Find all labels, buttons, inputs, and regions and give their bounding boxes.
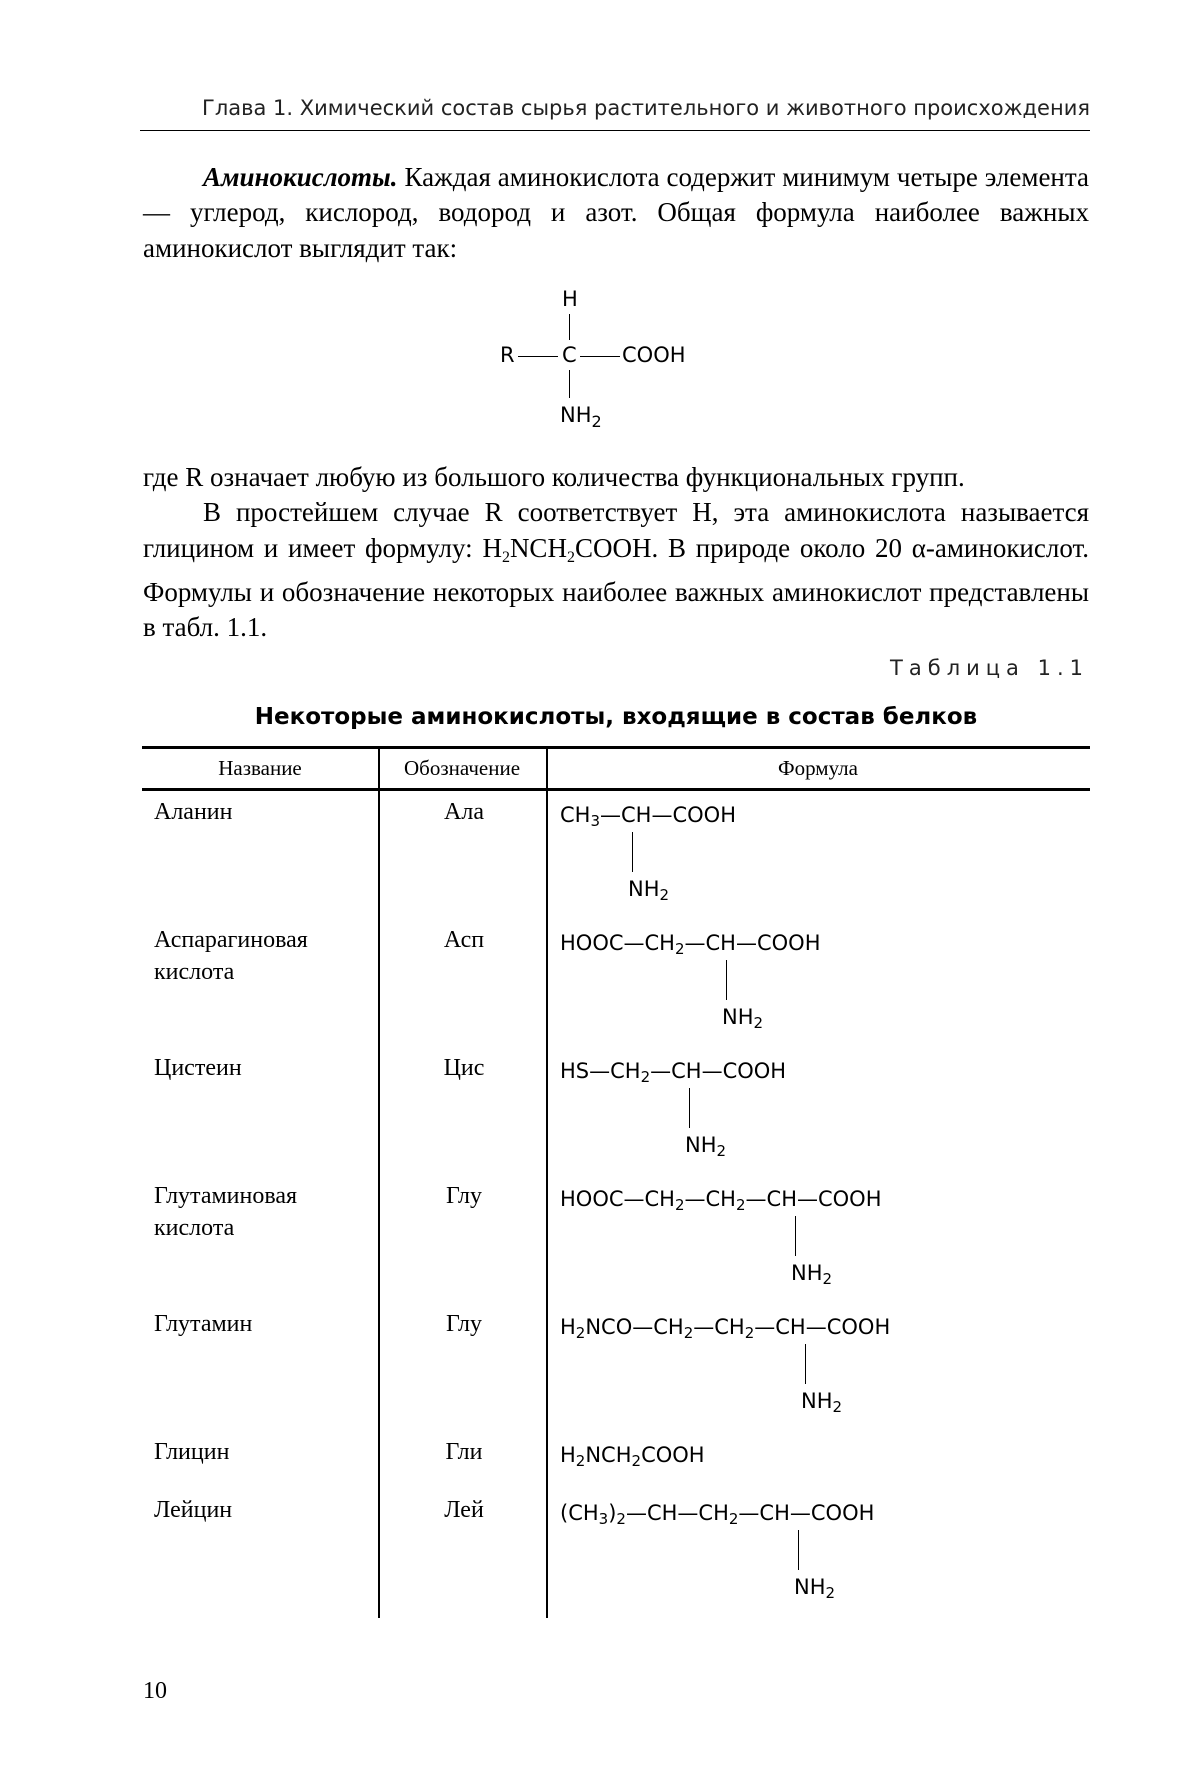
formula-part: —CH—COOH xyxy=(600,803,736,827)
amino-acid-name-line: Лейцин xyxy=(154,1497,233,1523)
formula-bond-to-amine xyxy=(798,1530,799,1570)
header-formula: Формула xyxy=(778,756,858,780)
formula-part: HOOC—CH xyxy=(560,931,675,955)
header-rule xyxy=(140,130,1090,131)
formula-chain xyxy=(560,802,736,834)
amino-acid-formula xyxy=(560,1186,1080,1286)
formula-part: —CH—COOH xyxy=(745,1187,882,1211)
formula-part: HOOC—CH xyxy=(560,1187,675,1211)
formula-bond-c-nh2 xyxy=(569,370,570,398)
formula-part: —CH xyxy=(684,1187,736,1211)
formula-group-cooh: COOH xyxy=(622,343,686,367)
formula-bond-to-amine xyxy=(689,1088,690,1128)
formula-part: 2 xyxy=(575,1452,586,1470)
amino-acid-name-line: Глутамин xyxy=(154,1311,253,1337)
table-header-rule xyxy=(142,788,1090,791)
formula-chain xyxy=(560,1314,890,1346)
amino-acid-table xyxy=(142,746,1090,1618)
formula-part: 2 xyxy=(640,1068,651,1086)
amino-acid-designation: Ала xyxy=(444,799,484,825)
amino-acid-formula xyxy=(560,1500,1080,1600)
amino-acid-name-line: кислота xyxy=(154,1215,235,1241)
formula-part: —CH—COOH xyxy=(754,1315,891,1339)
formula-bond-to-amine xyxy=(795,1216,796,1256)
formula-bond-r-c xyxy=(518,356,558,357)
amino-acid-formula xyxy=(560,1314,1080,1414)
formula-part: —CH—COOH xyxy=(650,1059,787,1083)
header-designation: Обозначение xyxy=(403,756,521,780)
amino-acid-formula xyxy=(560,1058,1080,1158)
formula-part: 2 xyxy=(631,1452,642,1470)
formula-part: 2 xyxy=(735,1196,746,1214)
table-label: Таблица 1.1 xyxy=(890,656,1089,680)
term-amino-acids: Аминокислоты. xyxy=(203,162,398,192)
amino-acid-name xyxy=(154,1180,374,1244)
amino-acid-name xyxy=(154,1308,374,1340)
intro-paragraph-block xyxy=(143,160,1089,266)
paragraph-amino-acids xyxy=(143,160,1089,266)
amino-acid-designation: Цис xyxy=(443,1055,485,1081)
amino-acid-designation: Асп xyxy=(443,927,485,953)
formula-part: ) xyxy=(608,1501,617,1525)
formula-part: HS—CH xyxy=(560,1059,641,1083)
amino-acid-designation: Глу xyxy=(445,1311,483,1337)
table-top-rule xyxy=(142,746,1090,749)
formula-group-nh2: $NH_2$ xyxy=(560,403,602,431)
formula-chain xyxy=(560,1500,874,1532)
formula-atom-r: R xyxy=(500,343,515,367)
formula-part: COOH xyxy=(641,1443,705,1467)
amino-acid-name-line: Аспарагиновая xyxy=(154,927,308,953)
formula-part: 2 xyxy=(575,1324,586,1342)
amino-acid-name xyxy=(154,924,374,988)
glycine-formula: $H_2NCH_2COOH$ xyxy=(482,532,652,566)
formula-part: 2 xyxy=(744,1324,755,1342)
formula-amino-group: $NH_2$ xyxy=(791,1261,833,1288)
formula-atom-h: H xyxy=(562,287,578,311)
explanation-block xyxy=(143,460,1089,645)
formula-bond-c-cooh xyxy=(580,356,620,357)
amino-acid-name xyxy=(154,796,374,828)
column-separator-1 xyxy=(378,746,380,1618)
formula-part: —CH—CH xyxy=(625,1501,729,1525)
amino-acid-formula xyxy=(560,802,1080,902)
formula-chain xyxy=(560,930,820,962)
formula-part: —CH xyxy=(693,1315,745,1339)
formula-part: H xyxy=(560,1443,576,1467)
formula-atom-c: C xyxy=(562,343,577,367)
general-amino-acid-formula xyxy=(500,288,730,438)
formula-part: 2 xyxy=(683,1324,694,1342)
formula-part: 3 xyxy=(598,1510,609,1528)
amino-acid-designation: Лей xyxy=(444,1497,484,1523)
page-number: 10 xyxy=(143,1678,167,1704)
formula-amino-group: $NH_2$ xyxy=(628,877,670,904)
formula-part: 2 xyxy=(728,1510,739,1528)
formula-bond-to-amine xyxy=(805,1344,806,1384)
formula-part: NCH xyxy=(585,1443,632,1467)
formula-amino-group: $NH_2$ xyxy=(685,1133,727,1160)
paragraph-r-meaning: где R означает любую из большого количества функциональных групп. xyxy=(143,462,965,492)
amino-acid-name-line: Глутаминовая xyxy=(154,1183,298,1209)
amino-acid-name xyxy=(154,1052,374,1084)
amino-acid-name-line: Цистеин xyxy=(154,1055,242,1081)
formula-chain xyxy=(560,1186,882,1218)
column-separator-2 xyxy=(546,746,548,1618)
amino-acid-name-line: Глицин xyxy=(154,1439,230,1465)
formula-chain xyxy=(560,1058,786,1090)
formula-part: —CH—COOH xyxy=(684,931,821,955)
amino-acid-designation: Глу xyxy=(445,1183,483,1209)
formula-amino-group: $NH_2$ xyxy=(794,1575,836,1602)
formula-chain xyxy=(560,1442,705,1474)
amino-acid-name-line: Аланин xyxy=(154,799,233,825)
paragraph-glycine: В простейшем случае R соответствует H, эта аминокислота называется глицином и имеет формулу: $H_2NCH_2COOH$. В природе около 20 α-аминокислот. Формулы и обозначение некоторых наиболее важных аминокислот представлены в табл. 1.1. xyxy=(143,497,1090,643)
formula-part: CH xyxy=(560,803,591,827)
table-title: Некоторые аминокислоты, входящие в состав белков xyxy=(254,704,978,730)
formula-part: 2 xyxy=(674,1196,685,1214)
formula-part: 3 xyxy=(590,812,601,830)
paragraph-amino-acids-text: Каждая аминокислота содержит минимум четыре элемента — углерод, кислород, водород и азот. Общая формула наиболее важных аминокислот выглядит так: xyxy=(143,162,1089,263)
formula-part: 2 xyxy=(616,1510,626,1528)
amino-acid-name-line: кислота xyxy=(154,959,235,985)
formula-amino-group: $NH_2$ xyxy=(722,1005,764,1032)
running-head: Глава 1. Химический состав сырья растительного и животного происхождения xyxy=(202,96,1090,120)
formula-part: —CH—COOH xyxy=(738,1501,875,1525)
formula-part: (CH xyxy=(560,1501,599,1525)
header-name: Название xyxy=(218,756,302,780)
formula-part: H xyxy=(560,1315,576,1339)
formula-bond-c-h xyxy=(569,314,570,340)
formula-amino-group: $NH_2$ xyxy=(801,1389,843,1416)
amino-acid-name xyxy=(154,1494,374,1526)
formula-bond-to-amine xyxy=(632,832,633,872)
amino-acid-name xyxy=(154,1436,374,1468)
formula-part: NCO—CH xyxy=(585,1315,684,1339)
amino-acid-designation: Гли xyxy=(445,1439,483,1465)
formula-bond-to-amine xyxy=(726,960,727,1000)
formula-part: 2 xyxy=(674,940,685,958)
amino-acid-formula xyxy=(560,930,1080,1030)
